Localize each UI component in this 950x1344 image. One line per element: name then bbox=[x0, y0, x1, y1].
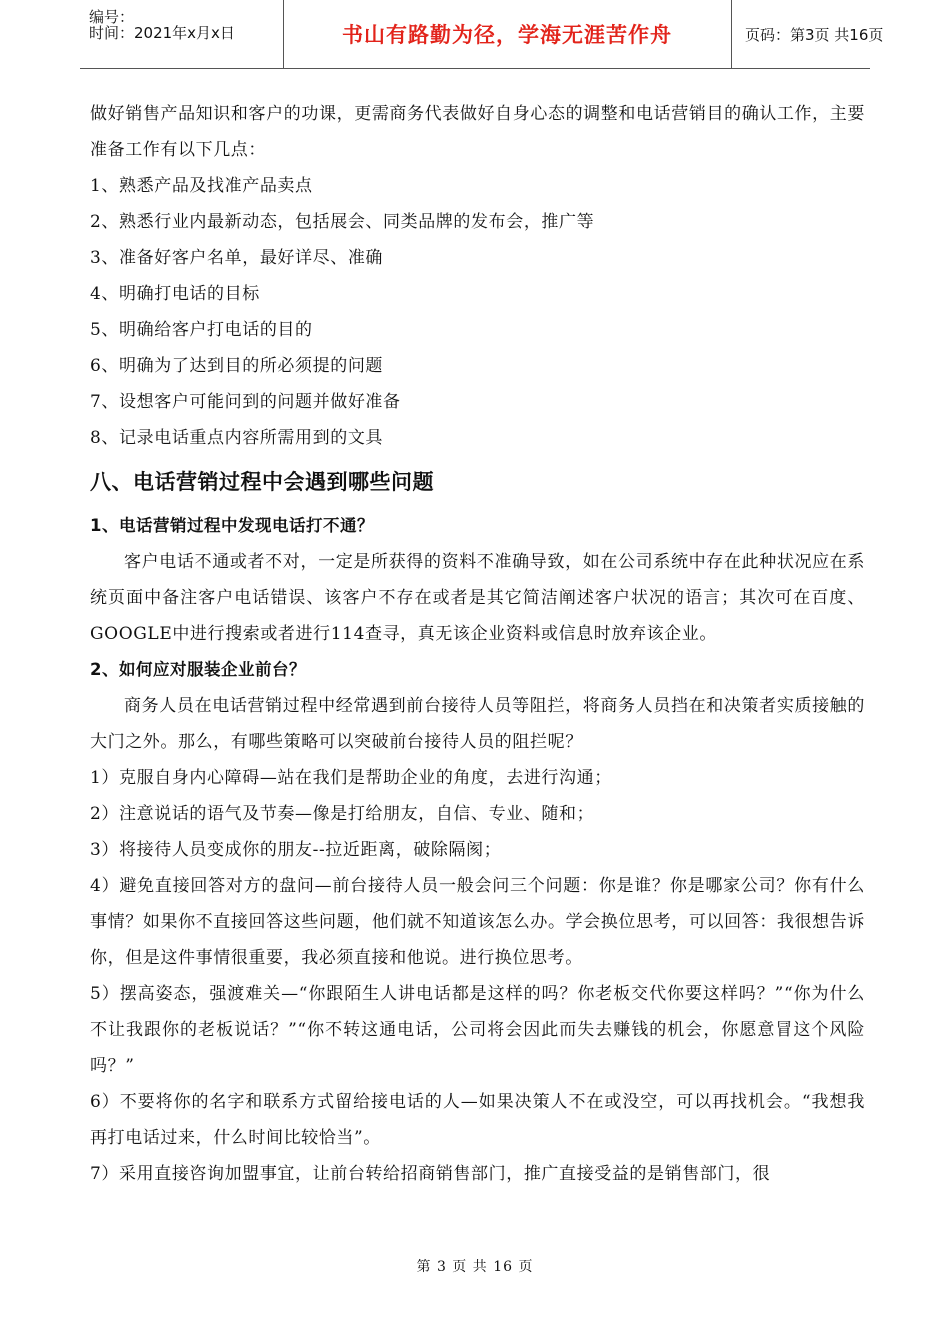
prep-item: 7、设想客户可能问到的问题并做好准备 bbox=[90, 392, 401, 412]
strategy-item: 2）注意说话的语气及节奏—像是打给朋友，自信、专业、随和； bbox=[90, 804, 595, 824]
prep-item: 1、熟悉产品及找准产品卖点 bbox=[90, 176, 313, 196]
strategy-item: 7）采用直接咨询加盟事宜，让前台转给招商销售部门，推广直接受益的是销售部门，很 bbox=[90, 1164, 771, 1184]
question-heading: 2、如何应对服装企业前台？ bbox=[90, 660, 306, 679]
strategy-item: 1）克服自身内心障碍—站在我们是帮助企业的角度，去进行沟通； bbox=[90, 768, 612, 788]
prep-item: 3、准备好客户名单，最好详尽、准确 bbox=[90, 248, 384, 268]
section-heading: 八、电话营销过程中会遇到哪些问题 bbox=[90, 470, 434, 494]
prep-item: 5、明确给客户打电话的目的 bbox=[90, 320, 313, 340]
prep-item: 8、记录电话重点内容所需用到的文具 bbox=[90, 428, 384, 448]
header-meta-cell bbox=[80, 0, 284, 68]
question-heading: 1、电话营销过程中发现电话打不通？ bbox=[90, 516, 374, 535]
question-answer: 商务人员在电话营销过程中经常遇到前台接待人员等阻拦，将商务人员挡在和决策者实质接触的大门之外。那么，有哪些策略可以突破前台接待人员的阻拦呢？ bbox=[90, 696, 865, 752]
header-page-info: 页码：第3页 共16页 bbox=[745, 25, 884, 44]
strategy-item: 5）摆高姿态，强渡难关—“你跟陌生人讲电话都是这样的吗？你老板交代你要这样吗？”“你为什么不让我跟你的老板说话？”“你不转这通电话，公司将会因此而失去赚钱的机会，你愿意冒这个风险吗？” bbox=[90, 984, 865, 1076]
header-motto: 书山有路勤为径，学海无涯苦作舟 bbox=[342, 23, 672, 47]
document-body bbox=[90, 96, 865, 1192]
header-motto-cell bbox=[283, 0, 732, 68]
prep-item: 6、明确为了达到目的所必须提的问题 bbox=[90, 356, 384, 376]
header-page-cell bbox=[731, 0, 884, 68]
intro-paragraph: 做好销售产品知识和客户的功课，更需商务代表做好自身心态的调整和电话营销目的确认工作，主要准备工作有以下几点： bbox=[90, 104, 865, 160]
strategy-item: 3）将接待人员变成你的朋友--拉近距离，破除隔阂； bbox=[90, 840, 502, 860]
page-footer: 第 3 页 共 16 页 bbox=[416, 1259, 534, 1275]
prep-item: 2、熟悉行业内最新动态，包括展会、同类品牌的发布会，推广等 bbox=[90, 212, 595, 232]
strategy-item: 4）避免直接回答对方的盘问—前台接待人员一般会问三个问题：你是谁？你是哪家公司？你有什么事情？如果你不直接回答这些问题，他们就不知道该怎么办。学会换位思考，可以回答：我很想告诉你，但是这件事情很重要，我必须直接和他说。进行换位思考。 bbox=[90, 876, 865, 968]
document-time-label: 时间：2021年x月x日 bbox=[89, 24, 235, 42]
question-answer: 客户电话不通或者不对，一定是所获得的资料不准确导致，如在公司系统中存在此种状况应在系统页面中备注客户电话错误、该客户不存在或者是其它简洁阐述客户状况的语言；其次可在百度、GOOGLE中进行搜索或者进行114查寻，真无该企业资料或信息时放弃该企业。 bbox=[90, 552, 865, 644]
page-header bbox=[80, 0, 884, 69]
strategy-item: 6）不要将你的名字和联系方式留给接电话的人—如果决策人不在或没空，可以再找机会。“我想我再打电话过来，什么时间比较恰当”。 bbox=[90, 1092, 865, 1148]
document-number-label: 编号： bbox=[89, 8, 135, 26]
prep-item: 4、明确打电话的目标 bbox=[90, 284, 260, 304]
